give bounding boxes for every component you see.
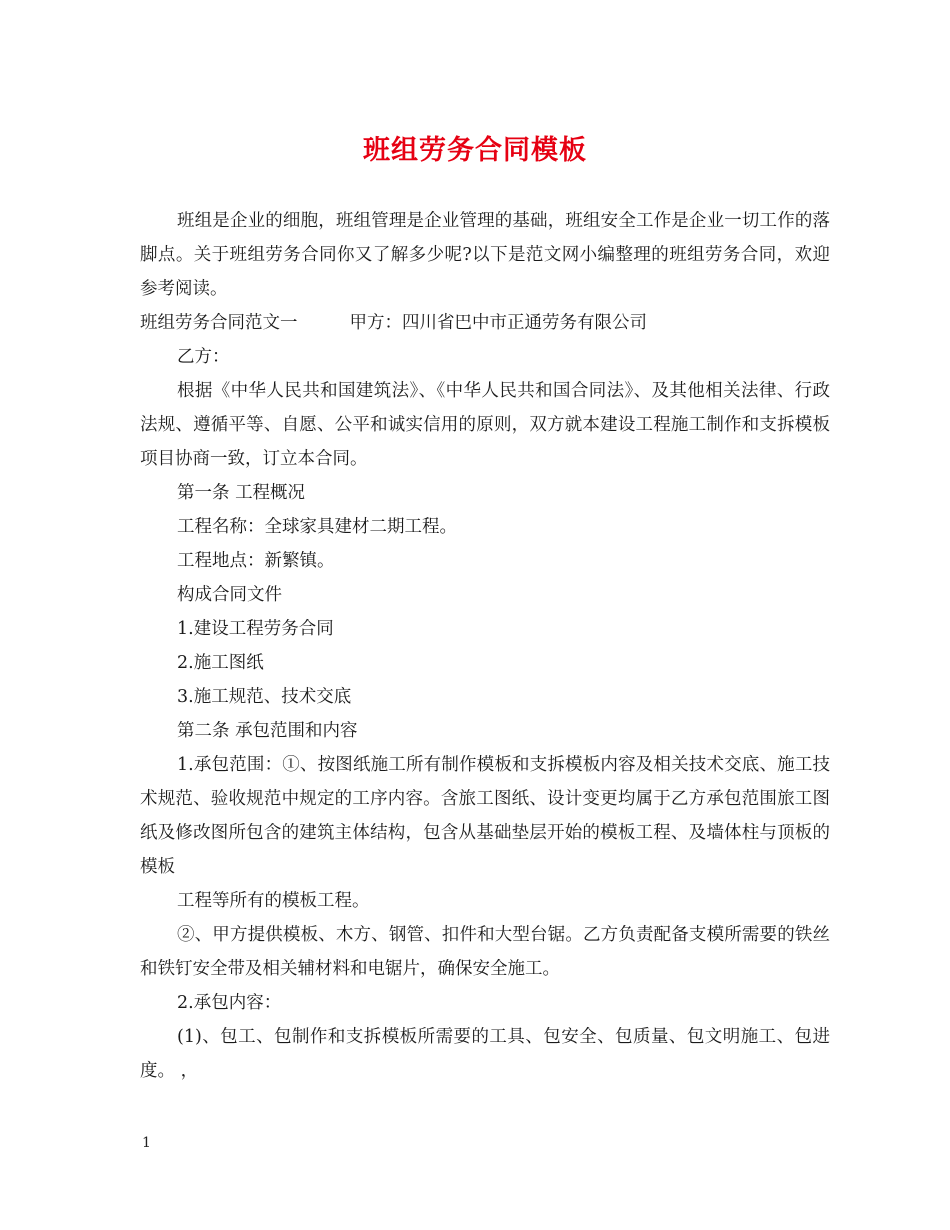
basis-paragraph: 根据《中华人民共和国建筑法》、《中华人民共和国合同法》、及其他相关法律、行政法规、遵循平等、自愿、公平和诚实信用的原则，双方就本建设工程施工制作和支拆模板项目协商一致，订立本合同。: [140, 381, 830, 469]
document-title: 班组劳务合同模板: [363, 135, 587, 166]
project-name: 工程名称：全球家具建材二期工程。: [177, 517, 457, 537]
sample-header-line: [140, 306, 830, 340]
project-location: 工程地点：新繁镇。: [177, 551, 335, 571]
contract-doc-item: 3.施工规范、技术交底: [177, 687, 352, 707]
party-b: 乙方：: [177, 347, 230, 367]
sample-label: 班组劳务合同范文一: [140, 313, 298, 333]
contract-doc-item: 1.建设工程劳务合同: [177, 619, 334, 639]
scope-paragraph-1: 1.承包范围：①、按图纸施工所有制作模板和支拆模板内容及相关技术交底、施工技术规范、验收规范中规定的工序内容。含旅工图纸、设计变更均属于乙方承包范围旅工图纸及修改图所包含的建筑主体结构，包含从基础垫层开始的模板工程、及墙体柱与顶板的模板: [140, 755, 830, 877]
document-body: [140, 204, 830, 1088]
content-heading: 2.承包内容：: [177, 993, 282, 1013]
page-number: 1: [142, 1135, 151, 1151]
scope-paragraph-2: ②、甲方提供模板、木方、钢管、扣件和大型台锯。乙方负责配备支模所需要的铁丝和铁钉安全带及相关辅材料和电锯片，确保安全施工。: [140, 925, 830, 979]
intro-paragraph: 班组是企业的细胞，班组管理是企业管理的基础，班组安全工作是企业一切工作的落脚点。关于班组劳务合同你又了解多少呢?以下是范文网小编整理的班组劳务合同，欢迎参考阅读。: [140, 211, 830, 299]
contract-doc-item: 2.施工图纸: [177, 653, 264, 673]
contract-docs-heading: 构成合同文件: [177, 585, 282, 605]
article1-heading: 第一条 工程概况: [177, 483, 306, 503]
scope-paragraph-1-continued: 工程等所有的模板工程。: [177, 891, 370, 911]
party-a: 甲方：四川省巴中市正通劳务有限公司: [349, 313, 647, 333]
article2-heading: 第二条 承包范围和内容: [177, 721, 358, 741]
content-item-1: (1)、包工、包制作和支拆模板所需要的工具、包安全、包质量、包文明施工、包进度。 ，: [140, 1027, 830, 1081]
